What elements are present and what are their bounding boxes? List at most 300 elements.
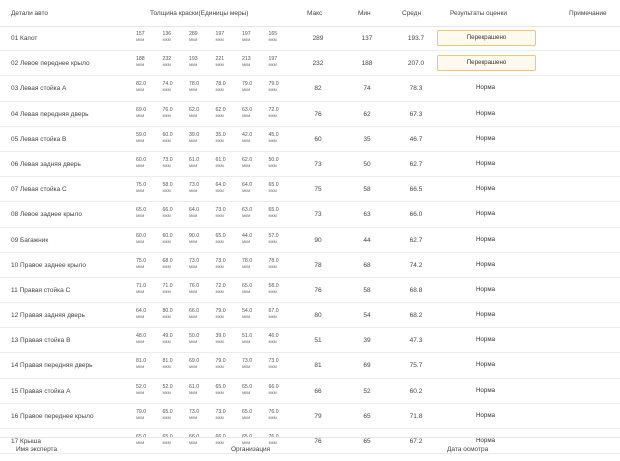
- thickness-cell: [216, 157, 243, 169]
- avg-value: 66.5: [409, 186, 423, 194]
- thickness-cell: [269, 308, 296, 320]
- min-value: 44: [363, 236, 371, 244]
- thickness-cell: [163, 333, 190, 345]
- table-row: [0, 253, 620, 278]
- thickness-unit: мкм: [242, 389, 251, 395]
- thickness-value: 66.0: [215, 434, 226, 440]
- thickness-cell: [136, 333, 163, 345]
- thickness-unit: мкм: [242, 112, 251, 118]
- thickness-value: 52.0: [136, 383, 147, 390]
- thickness-cell: [242, 384, 269, 396]
- thickness-cell: [136, 384, 163, 396]
- thickness-unit: мкм: [136, 37, 145, 42]
- thickness-cell: [189, 384, 216, 396]
- min-value: 188: [361, 60, 373, 68]
- avg-value: 74.2: [409, 261, 423, 269]
- thickness-value: 73.0: [162, 156, 173, 163]
- thickness-value: 63.0: [242, 207, 253, 214]
- thickness-unit: мкм: [215, 339, 224, 345]
- thickness-cell: [269, 207, 296, 219]
- thickness-value: 61.0: [215, 156, 226, 163]
- thickness-unit: мкм: [162, 112, 171, 118]
- thickness-cell: [242, 409, 269, 421]
- avg-value: 62.7: [409, 160, 423, 168]
- thickness-unit: мкм: [268, 440, 277, 445]
- thickness-value: 197: [242, 31, 251, 37]
- thickness-unit: мкм: [189, 339, 198, 345]
- min-value: 137: [361, 35, 373, 42]
- thickness-readings: [136, 182, 296, 194]
- thickness-value: 78.0: [189, 81, 200, 88]
- thickness-value: 78.0: [215, 81, 226, 88]
- thickness-cell: [242, 157, 269, 169]
- thickness-value: 73.0: [189, 408, 200, 415]
- thickness-value: 39.0: [215, 333, 226, 340]
- thickness-cell: [189, 157, 216, 169]
- thickness-unit: мкм: [136, 414, 145, 420]
- thickness-cell: [189, 132, 216, 144]
- thickness-readings: [136, 384, 296, 396]
- thickness-cell: [269, 81, 296, 93]
- thickness-cell: [242, 81, 269, 93]
- part-name: 02 Левое переднее крыло: [11, 60, 90, 68]
- table-row: [0, 26, 620, 51]
- thickness-cell: [136, 56, 163, 68]
- thickness-cell: [136, 258, 163, 270]
- part-name: 13 Правая стойка В: [11, 337, 71, 345]
- thickness-value: 79.0: [215, 358, 226, 365]
- table-header: [0, 0, 620, 27]
- thickness-value: 60.0: [136, 232, 147, 239]
- thickness-unit: мкм: [268, 188, 277, 194]
- thickness-cell: [216, 333, 243, 345]
- thickness-value: 48.0: [136, 333, 147, 340]
- avg-value: 71.8: [409, 412, 423, 420]
- result-status: Норма: [475, 210, 496, 218]
- thickness-value: 64.0: [215, 182, 226, 189]
- max-value: 82: [314, 85, 322, 93]
- thickness-cell: [242, 56, 269, 68]
- thickness-unit: мкм: [136, 188, 145, 194]
- thickness-unit: мкм: [242, 213, 251, 219]
- thickness-unit: мкм: [189, 62, 198, 68]
- avg-value: 60.2: [409, 387, 423, 395]
- thickness-unit: мкм: [242, 440, 251, 445]
- thickness-value: 221: [215, 56, 225, 63]
- max-value: 232: [312, 60, 324, 68]
- thickness-cell: [189, 333, 216, 345]
- thickness-readings: [136, 409, 296, 421]
- thickness-cell: [163, 409, 190, 421]
- thickness-cell: [216, 283, 243, 295]
- thickness-value: 62.0: [189, 106, 200, 113]
- thickness-unit: мкм: [189, 314, 198, 320]
- thickness-readings: [136, 258, 296, 270]
- table-row: [0, 278, 620, 303]
- thickness-cell: [189, 107, 216, 119]
- table-row: [0, 202, 620, 227]
- footer-org: Организация: [231, 446, 271, 453]
- thickness-cell: [242, 233, 269, 245]
- thickness-value: 188: [136, 56, 145, 63]
- thickness-value: 80.0: [162, 308, 173, 315]
- thickness-cell: [242, 31, 269, 43]
- thickness-unit: мкм: [242, 263, 251, 269]
- part-name: 04 Левая передняя дверь: [11, 110, 89, 118]
- part-name: 05 Левая стойка В: [11, 135, 67, 143]
- thickness-value: 73.0: [215, 207, 226, 214]
- thickness-cell: [163, 81, 190, 93]
- thickness-unit: мкм: [215, 314, 224, 320]
- table-body: [0, 26, 620, 454]
- thickness-value: 59.0: [136, 131, 147, 138]
- max-value: 78: [314, 261, 322, 269]
- thickness-unit: мкм: [136, 112, 145, 118]
- thickness-value: 78.0: [242, 257, 253, 264]
- thickness-cell: [189, 233, 216, 245]
- result-status: Норма: [475, 411, 496, 419]
- part-name: 15 Правая стойка А: [11, 387, 71, 395]
- footer-date: Дата осмотра: [447, 446, 489, 453]
- header-result: Результаты оценки: [450, 10, 507, 17]
- thickness-value: 64.0: [189, 207, 200, 214]
- thickness-unit: мкм: [242, 288, 251, 294]
- thickness-readings: [136, 358, 296, 370]
- table-row: [0, 127, 620, 152]
- thickness-cell: [216, 31, 243, 43]
- result-status: Норма: [475, 260, 496, 268]
- thickness-value: 69.0: [189, 358, 200, 365]
- result-status: Норма: [475, 84, 496, 92]
- result-status: Норма: [475, 235, 496, 243]
- avg-value: 66.0: [409, 211, 423, 219]
- thickness-readings: [136, 31, 296, 43]
- thickness-cell: [216, 308, 243, 320]
- thickness-value: 79.0: [268, 81, 279, 88]
- thickness-unit: мкм: [162, 288, 171, 294]
- thickness-cell: [163, 31, 190, 43]
- thickness-unit: мкм: [162, 414, 171, 420]
- thickness-value: 232: [162, 56, 172, 63]
- thickness-value: 73.0: [189, 182, 200, 189]
- min-value: 68: [363, 261, 371, 269]
- thickness-value: 73.0: [242, 358, 253, 365]
- thickness-unit: мкм: [162, 364, 171, 370]
- thickness-value: 193: [189, 56, 198, 63]
- thickness-value: 73.0: [189, 257, 200, 264]
- thickness-value: 72.0: [268, 106, 279, 113]
- thickness-cell: [216, 182, 243, 194]
- thickness-readings: [136, 283, 296, 295]
- thickness-cell: [189, 409, 216, 421]
- thickness-value: 76.0: [189, 282, 200, 289]
- thickness-readings: [136, 132, 296, 144]
- min-value: 65: [363, 412, 371, 420]
- thickness-value: 74.0: [162, 81, 173, 88]
- thickness-unit: мкм: [189, 112, 198, 118]
- thickness-value: 58.0: [268, 282, 279, 289]
- thickness-unit: мкм: [162, 440, 171, 445]
- thickness-unit: мкм: [268, 112, 277, 118]
- thickness-unit: мкм: [215, 213, 224, 219]
- thickness-unit: мкм: [189, 37, 198, 42]
- thickness-unit: мкм: [242, 188, 251, 194]
- thickness-value: 66.0: [268, 383, 279, 390]
- thickness-unit: мкм: [242, 87, 251, 93]
- avg-value: 68.2: [409, 312, 423, 320]
- thickness-value: 62.0: [242, 156, 253, 163]
- thickness-unit: мкм: [136, 87, 145, 93]
- max-value: 81: [314, 362, 322, 370]
- part-name: 08 Левое заднее крыло: [11, 211, 82, 219]
- thickness-unit: мкм: [189, 389, 198, 395]
- thickness-unit: мкм: [162, 213, 171, 219]
- thickness-cell: [136, 207, 163, 219]
- thickness-cell: [269, 107, 296, 119]
- thickness-unit: мкм: [189, 87, 198, 93]
- thickness-value: 49.0: [162, 333, 173, 340]
- thickness-value: 157: [136, 31, 145, 37]
- max-value: 66: [314, 387, 322, 395]
- thickness-value: 66.0: [189, 434, 200, 440]
- thickness-unit: мкм: [268, 162, 277, 168]
- thickness-value: 82.0: [136, 81, 147, 88]
- thickness-cell: [269, 409, 296, 421]
- thickness-value: 79.0: [136, 408, 147, 415]
- min-value: 58: [363, 186, 371, 194]
- table-row: [0, 379, 620, 404]
- thickness-unit: мкм: [215, 112, 224, 118]
- avg-value: 62.7: [409, 236, 423, 244]
- thickness-unit: мкм: [162, 263, 171, 269]
- min-value: 35: [363, 135, 371, 143]
- result-status: Норма: [475, 109, 496, 117]
- thickness-value: 71.0: [136, 282, 147, 289]
- part-name: 03 Левая стойка А: [11, 85, 67, 93]
- thickness-cell: [269, 31, 296, 43]
- thickness-cell: [163, 384, 190, 396]
- thickness-cell: [163, 358, 190, 370]
- thickness-cell: [242, 107, 269, 119]
- result-status: Норма: [475, 285, 496, 293]
- thickness-cell: [163, 207, 190, 219]
- avg-value: 46.7: [409, 135, 423, 143]
- min-value: 74: [363, 85, 371, 93]
- thickness-unit: мкм: [162, 87, 171, 93]
- thickness-unit: мкм: [242, 238, 251, 244]
- thickness-unit: мкм: [189, 440, 198, 445]
- thickness-cell: [216, 409, 243, 421]
- part-name: 16 Правое переднее крыло: [11, 412, 94, 420]
- max-value: 73: [314, 211, 322, 219]
- thickness-unit: мкм: [215, 263, 224, 269]
- thickness-cell: [269, 333, 296, 345]
- thickness-unit: мкм: [268, 288, 277, 294]
- thickness-value: 60.0: [162, 232, 173, 239]
- thickness-unit: мкм: [242, 414, 251, 420]
- thickness-unit: мкм: [189, 288, 198, 294]
- thickness-cell: [136, 358, 163, 370]
- thickness-unit: мкм: [242, 162, 251, 168]
- thickness-cell: [216, 56, 243, 68]
- thickness-value: 65.0: [215, 232, 226, 239]
- thickness-value: 72.0: [215, 282, 226, 289]
- thickness-unit: мкм: [215, 162, 224, 168]
- result-status: Норма: [475, 336, 496, 344]
- thickness-value: 66.0: [162, 207, 173, 214]
- part-name: 17 Крыша: [11, 438, 41, 445]
- min-value: 54: [363, 312, 371, 320]
- thickness-value: 76.0: [268, 434, 279, 440]
- thickness-unit: мкм: [162, 238, 171, 244]
- thickness-unit: мкм: [189, 213, 198, 219]
- header-max: Макс: [307, 10, 323, 17]
- max-value: 79: [314, 412, 322, 420]
- thickness-unit: мкм: [215, 440, 224, 445]
- thickness-value: 65.0: [242, 383, 253, 390]
- thickness-value: 65.0: [136, 207, 147, 214]
- avg-value: 67.2: [409, 438, 423, 445]
- thickness-unit: мкм: [162, 137, 171, 143]
- thickness-unit: мкм: [268, 339, 277, 345]
- thickness-unit: мкм: [268, 414, 277, 420]
- thickness-value: 65.0: [162, 408, 173, 415]
- result-status: Норма: [475, 185, 496, 193]
- thickness-value: 75.0: [136, 257, 147, 264]
- thickness-unit: мкм: [189, 137, 198, 143]
- avg-value: 207.0: [407, 60, 425, 68]
- thickness-cell: [189, 283, 216, 295]
- thickness-value: 90.0: [189, 232, 200, 239]
- thickness-cell: [269, 258, 296, 270]
- table-row: [0, 328, 620, 353]
- thickness-cell: [216, 207, 243, 219]
- result-status: Норма: [475, 386, 496, 394]
- table-row: [0, 102, 620, 127]
- thickness-unit: мкм: [268, 238, 277, 244]
- max-value: 76: [314, 438, 322, 445]
- thickness-unit: мкм: [162, 188, 171, 194]
- thickness-unit: мкм: [136, 339, 145, 345]
- thickness-cell: [136, 308, 163, 320]
- thickness-unit: мкм: [268, 37, 277, 42]
- thickness-cell: [216, 258, 243, 270]
- thickness-unit: мкм: [189, 414, 198, 420]
- thickness-value: 44.0: [242, 232, 253, 239]
- thickness-unit: мкм: [136, 288, 145, 294]
- max-value: 76: [314, 286, 322, 294]
- thickness-unit: мкм: [215, 238, 224, 244]
- thickness-value: 62.0: [215, 106, 226, 113]
- avg-value: 67.3: [409, 110, 423, 118]
- thickness-value: 45.0: [268, 131, 279, 138]
- max-value: 73: [314, 160, 322, 168]
- thickness-unit: мкм: [189, 238, 198, 244]
- thickness-cell: [136, 157, 163, 169]
- thickness-cell: [269, 384, 296, 396]
- thickness-cell: [163, 233, 190, 245]
- thickness-unit: мкм: [215, 364, 224, 370]
- thickness-readings: [136, 308, 296, 320]
- thickness-unit: мкм: [268, 137, 277, 143]
- thickness-value: 46.0: [268, 333, 279, 340]
- thickness-unit: мкм: [268, 87, 277, 93]
- thickness-value: 64.0: [242, 182, 253, 189]
- thickness-value: 73.0: [215, 257, 226, 264]
- thickness-unit: мкм: [268, 213, 277, 219]
- thickness-cell: [136, 81, 163, 93]
- thickness-value: 66.0: [189, 308, 200, 315]
- thickness-unit: мкм: [136, 440, 145, 445]
- thickness-cell: [269, 182, 296, 194]
- thickness-cell: [269, 132, 296, 144]
- thickness-cell: [189, 81, 216, 93]
- thickness-value: 73.0: [215, 408, 226, 415]
- thickness-cell: [242, 283, 269, 295]
- thickness-unit: мкм: [136, 62, 145, 68]
- thickness-value: 76.0: [162, 106, 173, 113]
- table-row: [0, 228, 620, 253]
- thickness-unit: мкм: [268, 263, 277, 269]
- table-row: [0, 152, 620, 177]
- thickness-unit: мкм: [268, 314, 277, 320]
- thickness-value: 60.0: [136, 156, 147, 163]
- header-avg: Средн: [402, 10, 422, 17]
- result-status: Норма: [475, 159, 496, 167]
- thickness-value: 39.0: [189, 131, 200, 138]
- thickness-cell: [216, 81, 243, 93]
- thickness-value: 61.0: [189, 383, 200, 390]
- thickness-value: 50.0: [189, 333, 200, 340]
- thickness-unit: мкм: [162, 389, 171, 395]
- thickness-cell: [136, 283, 163, 295]
- thickness-readings: [136, 207, 296, 219]
- thickness-cell: [136, 31, 163, 43]
- thickness-cell: [242, 333, 269, 345]
- max-value: 51: [314, 337, 322, 345]
- thickness-readings: [136, 333, 296, 345]
- thickness-cell: [189, 308, 216, 320]
- thickness-value: 65.0: [268, 182, 279, 189]
- thickness-cell: [189, 358, 216, 370]
- thickness-unit: мкм: [242, 339, 251, 345]
- thickness-cell: [189, 207, 216, 219]
- table-row: [0, 177, 620, 202]
- thickness-value: 52.0: [162, 383, 173, 390]
- max-value: 289: [312, 35, 324, 42]
- table-row: [0, 51, 620, 76]
- thickness-unit: мкм: [189, 162, 198, 168]
- thickness-value: 65.0: [215, 383, 226, 390]
- thickness-cell: [189, 31, 216, 43]
- min-value: 58: [363, 286, 371, 294]
- result-badge-repainted: Перекрашено: [437, 30, 536, 46]
- thickness-unit: мкм: [189, 188, 198, 194]
- part-name: 12 Правая задняя дверь: [11, 312, 85, 320]
- thickness-value: 65.0: [162, 434, 173, 440]
- thickness-unit: мкм: [268, 389, 277, 395]
- part-name: 11 Правая стойка С: [11, 286, 71, 294]
- thickness-value: 78.0: [268, 257, 279, 264]
- max-value: 90: [314, 236, 322, 244]
- thickness-value: 76.0: [268, 408, 279, 415]
- thickness-unit: мкм: [268, 62, 277, 68]
- result-status: Норма: [475, 437, 496, 444]
- thickness-unit: мкм: [136, 162, 145, 168]
- thickness-value: 197: [215, 31, 225, 37]
- thickness-value: 65.0: [268, 207, 279, 214]
- thickness-unit: мкм: [162, 162, 171, 168]
